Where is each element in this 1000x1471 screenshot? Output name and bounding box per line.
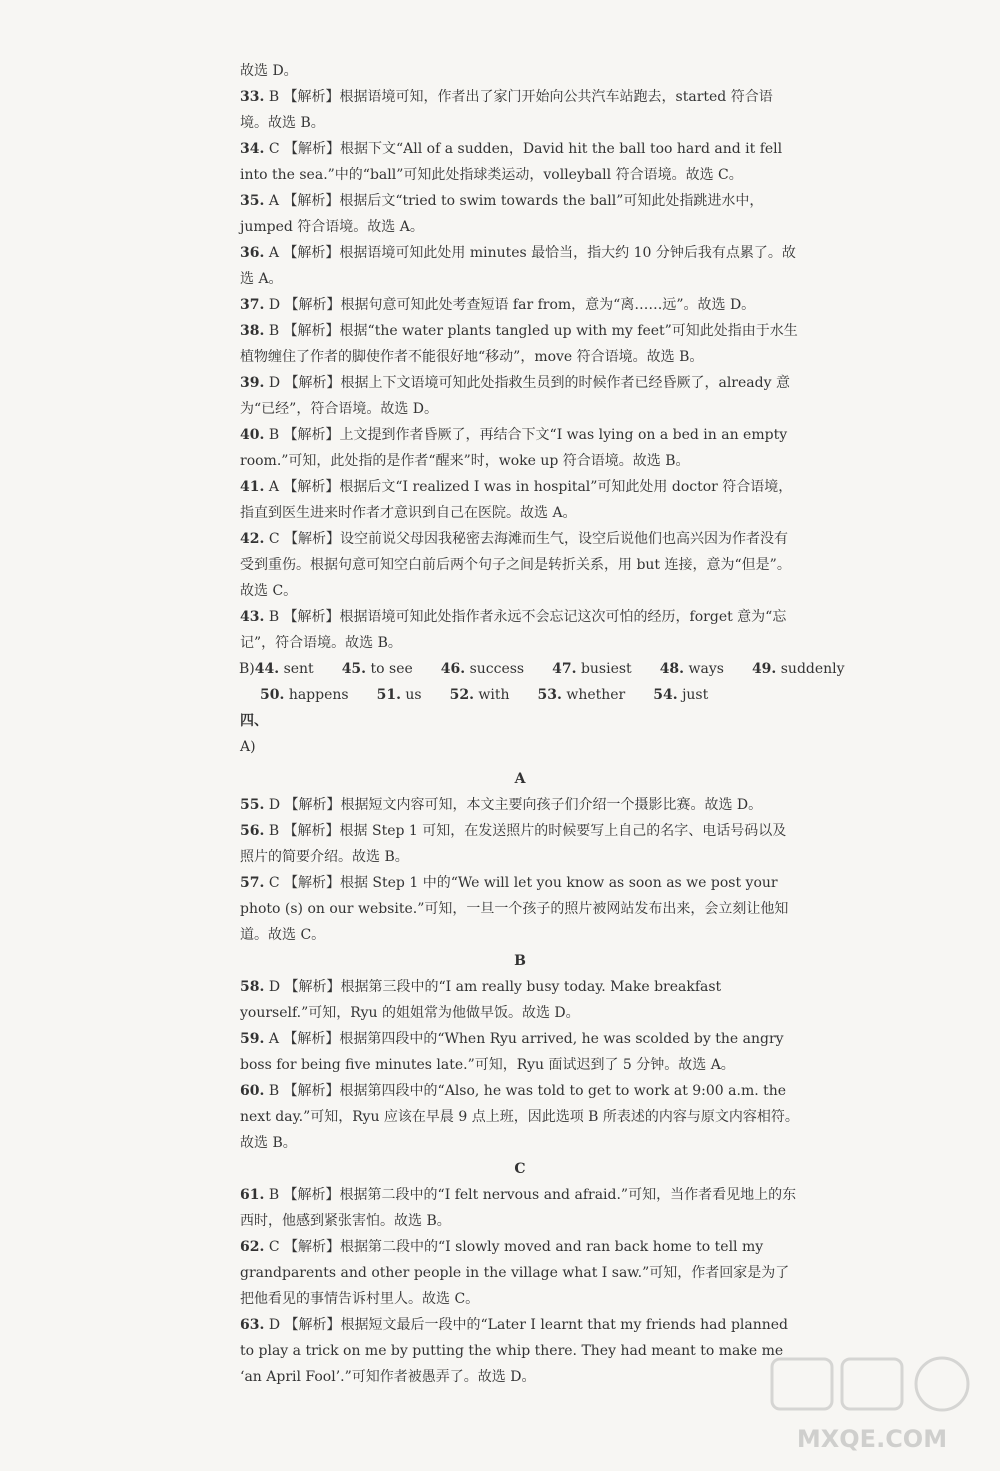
answer-text: C 【解析】设空前说父母因我秘密去海滩而生气，设空后说他们也高兴因为作者没有受到重伤。根据句意可知空白前后两个句子之间是转折关系，用 but 连接，意为“但是”。故选 C。: [240, 531, 791, 599]
blank-answer: busiest: [580, 661, 632, 677]
blank-answer: with: [478, 687, 510, 703]
group-b-label: B: [514, 953, 526, 969]
blank-answer: success: [469, 661, 525, 677]
cloze-answers: [240, 58, 800, 656]
blank-number: 47.: [552, 661, 577, 677]
answer-item: [240, 1182, 800, 1234]
answer-item: [240, 84, 800, 136]
answer-item: [240, 1234, 800, 1312]
section-four-sub: A): [240, 739, 256, 755]
question-number: 57.: [240, 875, 265, 891]
blank-number: 50.: [260, 687, 285, 703]
question-number: 41.: [240, 479, 265, 495]
answer-item: [240, 604, 800, 656]
group-a-label: A: [514, 771, 526, 787]
answer-item: [240, 1312, 800, 1390]
part-b-row-1: [239, 656, 845, 682]
answer-text: A 【解析】根据后文“I realized I was in hospital”可知此处用 doctor 符合语境，指直到医生进来时作者才意识到自己在医院。故选 A。: [240, 479, 793, 521]
blank-answer: ways: [688, 661, 724, 677]
blank-answer: us: [405, 687, 422, 703]
blank-number: 53.: [537, 687, 562, 703]
question-number: 36.: [240, 245, 265, 261]
question-number: 40.: [240, 427, 265, 443]
answer-item: [240, 1078, 800, 1156]
blank-answer: to see: [370, 661, 413, 677]
answer-item: [240, 1026, 800, 1078]
answer-text: B 【解析】根据 Step 1 可知，在发送照片的时候要写上自己的名字、电话号码以及照片的简要介绍。故选 B。: [240, 823, 787, 865]
blank-answer: sent: [283, 661, 314, 677]
part-b-row-2: [240, 682, 800, 708]
part-b-prefix: B): [239, 661, 255, 677]
part-b-answers: [239, 656, 845, 708]
question-number: 63.: [240, 1317, 265, 1333]
answer-text: D 【解析】根据句意可知此处考查短语 far from，意为“离……远”。故选 D。: [268, 297, 756, 313]
answer-text: D 【解析】根据第三段中的“I am really busy today. Make breakfast yourself.”可知，Ryu 的姐姐常为他做早饭。故选 D。: [240, 979, 722, 1021]
answer-text: D 【解析】根据上下文语境可知此处指救生员到的时候作者已经昏厥了，already 意为“已经”，符合语境。故选 D。: [240, 375, 790, 417]
section-four-heading: 四、: [240, 713, 268, 729]
question-number: 56.: [240, 823, 265, 839]
question-number: 59.: [240, 1031, 265, 1047]
answer-text: C 【解析】根据第二段中的“I slowly moved and ran back home to tell my grandparents and other people in the village what I saw.”可知，作者回家是为了把他看见的事情告诉村里人。故选 C。: [240, 1239, 790, 1307]
answer-text: C 【解析】根据下文“All of a sudden，David hit the ball too hard and it fell into the sea.”中的“ball”可知此处指球类运动，volleyball 符合语境。故选 C。: [240, 141, 783, 183]
group-a-answers: [240, 792, 800, 948]
answer-text: B 【解析】根据语境可知此处指作者永远不会忘记这次可怕的经历，forget 意为“忘记”，符合语境。故选 B。: [240, 609, 787, 651]
question-number: 33.: [240, 89, 265, 105]
answer-content: [239, 58, 845, 1390]
blank-number: 52.: [449, 687, 474, 703]
answer-text: B 【解析】根据第二段中的“I felt nervous and afraid.”可知，当作者看见地上的东西时，他感到紧张害怕。故选 B。: [240, 1187, 797, 1229]
answer-item: [240, 58, 800, 84]
answer-item: [240, 292, 800, 318]
answer-item: [240, 792, 800, 818]
question-number: 37.: [240, 297, 265, 313]
answer-item: [240, 818, 800, 870]
question-number: 61.: [240, 1187, 265, 1203]
answer-text: A 【解析】根据后文“tried to swim towards the ball”可知此处指跳进水中，jumped 符合语境。故选 A。: [240, 193, 764, 235]
blank-answer: suddenly: [780, 661, 845, 677]
blank-number: 45.: [341, 661, 367, 677]
blank-number: 49.: [751, 661, 777, 677]
question-number: 35.: [240, 193, 265, 209]
blank-number: 54.: [653, 687, 678, 703]
answer-text: B 【解析】上文提到作者昏厥了，再结合下文“I was lying on a bed in an empty room.”可知，此处指的是作者“醒来”时，woke up 符合语境。故选 B。: [240, 427, 788, 469]
answer-text: D 【解析】根据短文最后一段中的“Later I learnt that my friends had planned to play a trick on me by putting the whip there. They had meant to make me ‘an April Fool’.”可知作者被愚弄了。故选 D。: [240, 1317, 789, 1385]
answer-item: [240, 974, 800, 1026]
answer-text: D 【解析】根据短文内容可知，本文主要向孩子们介绍一个摄影比赛。故选 D。: [268, 797, 763, 813]
answer-text: C 【解析】根据 Step 1 中的“We will let you know as soon as we post your photo (s) on our website.”可知，一旦一个孩子的照片被网站发布出来，会立刻让他知道。故选 C。: [240, 875, 789, 943]
answer-item: [240, 870, 800, 948]
blank-number: 44.: [254, 661, 280, 677]
blank-number: 48.: [659, 661, 685, 677]
group-c-answers: [240, 1182, 800, 1390]
question-number: 43.: [240, 609, 265, 625]
question-number: 38.: [240, 323, 265, 339]
answer-item: [240, 318, 800, 370]
answer-text: A 【解析】根据第四段中的“When Ryu arrived, he was scolded by the angry boss for being five minutes late.”可知，Ryu 面试迟到了 5 分钟。故选 A。: [240, 1031, 784, 1073]
question-number: 34.: [240, 141, 265, 157]
answer-text: B 【解析】根据第四段中的“Also, he was told to get to work at 9:00 a.m. the next day.”可知，Ryu 应该在早晨 9 点上班，因此选项 B 所表述的内容与原文内容相符。故选 B。: [240, 1083, 799, 1151]
watermark-logo: [762, 1349, 982, 1459]
answer-text: B 【解析】根据“the water plants tangled up with my feet”可知此处指由于水生植物缠住了作者的脚使作者不能很好地“移动”，move 符合语境。故选 B。: [240, 323, 798, 365]
answer-item: [240, 474, 800, 526]
blank-answer: whether: [566, 687, 626, 703]
answer-item: [240, 422, 800, 474]
group-b-answers: [240, 974, 800, 1156]
blank-answer: happens: [288, 687, 349, 703]
answer-text: 故选 D。: [240, 63, 298, 79]
blank-answer: just: [682, 687, 709, 703]
watermark-text: MXQE.COM: [796, 1425, 948, 1453]
answer-item: [240, 370, 800, 422]
answer-text: B 【解析】根据语境可知，作者出了家门开始向公共汽车站跑去，started 符合语境。故选 B。: [240, 89, 773, 131]
answer-item: [240, 526, 800, 604]
answer-item: [240, 188, 800, 240]
answer-item: [240, 136, 800, 188]
blank-number: 51.: [376, 687, 401, 703]
answer-text: A 【解析】根据语境可知此处用 minutes 最恰当，指大约 10 分钟后我有点累了。故选 A。: [240, 245, 796, 287]
group-c-label: C: [514, 1161, 526, 1177]
question-number: 39.: [240, 375, 265, 391]
answer-item: [240, 240, 800, 292]
question-number: 62.: [240, 1239, 265, 1255]
question-number: 60.: [240, 1083, 265, 1099]
question-number: 42.: [240, 531, 265, 547]
question-number: 55.: [240, 797, 265, 813]
question-number: 58.: [240, 979, 265, 995]
blank-number: 46.: [440, 661, 466, 677]
